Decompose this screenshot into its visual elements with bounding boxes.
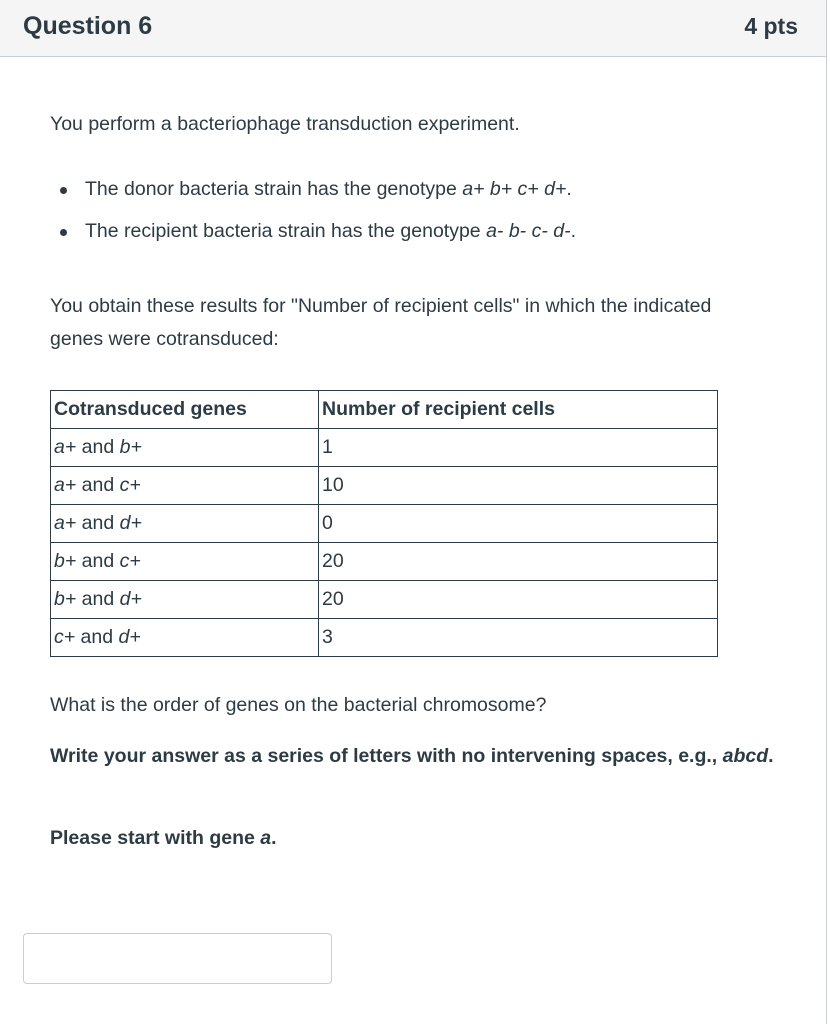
question-header [0, 0, 826, 57]
start-instruction [50, 822, 277, 855]
gene: b+ [54, 550, 77, 572]
and-text: and [76, 436, 120, 458]
table-row [51, 543, 718, 581]
count-cell: 20 [319, 581, 718, 619]
genotype-list [50, 173, 576, 257]
bullet-text: The recipient bacteria strain has the genotype [85, 220, 487, 242]
bullet-icon [60, 229, 67, 236]
count-cell: 0 [319, 505, 718, 543]
bullet-genotype: a+ b+ c+ d+ [462, 178, 567, 200]
bullet-text: The donor bacteria strain has the genotype [85, 178, 463, 200]
genes-cell [51, 505, 319, 543]
cotransduction-table [50, 390, 718, 657]
gene: c+ [54, 626, 76, 648]
table-row [51, 467, 718, 505]
and-text: and [76, 474, 120, 496]
gene: c+ [119, 550, 141, 572]
gene: d+ [119, 588, 142, 610]
and-text: and [76, 588, 120, 610]
count-cell: 10 [319, 467, 718, 505]
genes-cell [51, 581, 319, 619]
and-text: and [76, 512, 120, 534]
bullet-suffix: . [570, 220, 577, 242]
gene: a+ [54, 474, 77, 496]
bullet-genotype: a- b- c- d- [486, 220, 571, 242]
instruction-body: Write your answer as a series of letters with no intervening spaces, e.g., [50, 745, 723, 767]
gene: a+ [54, 436, 77, 458]
question-title: Question 6 [23, 12, 153, 40]
table-row [51, 505, 718, 543]
gene: b+ [119, 436, 142, 458]
gene: c+ [119, 474, 141, 496]
genes-cell [51, 543, 319, 581]
table-row [51, 619, 718, 657]
list-item [50, 215, 576, 257]
genes-cell [51, 619, 319, 657]
list-item [50, 173, 576, 215]
column-header: Number of recipient cells [319, 391, 718, 429]
table-header-row [51, 391, 718, 429]
question-points: 4 pts [744, 13, 798, 39]
question-text: What is the order of genes on the bacterial chromosome? [50, 694, 547, 716]
bullet-suffix: . [566, 178, 572, 200]
start-body: Please start with gene [50, 827, 261, 849]
gene: b+ [54, 588, 77, 610]
gene: d+ [119, 512, 142, 534]
answer-input[interactable] [23, 933, 332, 984]
instruction-example: abcd [722, 745, 769, 767]
table-row [51, 429, 718, 467]
genes-cell [51, 467, 319, 505]
column-header: Cotransduced genes [51, 391, 319, 429]
bullet-icon [60, 187, 67, 194]
start-gene: a [260, 827, 272, 849]
count-cell: 1 [319, 429, 718, 467]
table-row [51, 581, 718, 619]
count-cell: 3 [319, 619, 718, 657]
intro-text: You perform a bacteriophage transduction experiment. [50, 113, 520, 135]
gene: a+ [54, 512, 77, 534]
instruction-suffix: . [768, 745, 774, 767]
count-cell: 20 [319, 543, 718, 581]
genes-cell [51, 429, 319, 467]
and-text: and [75, 626, 119, 648]
start-suffix: . [271, 827, 277, 849]
and-text: and [76, 550, 120, 572]
instruction-text [50, 740, 790, 773]
results-text: You obtain these results for "Number of recipient cells" in which the indicated genes were cotransduced: [50, 295, 712, 350]
gene: d+ [118, 626, 141, 648]
